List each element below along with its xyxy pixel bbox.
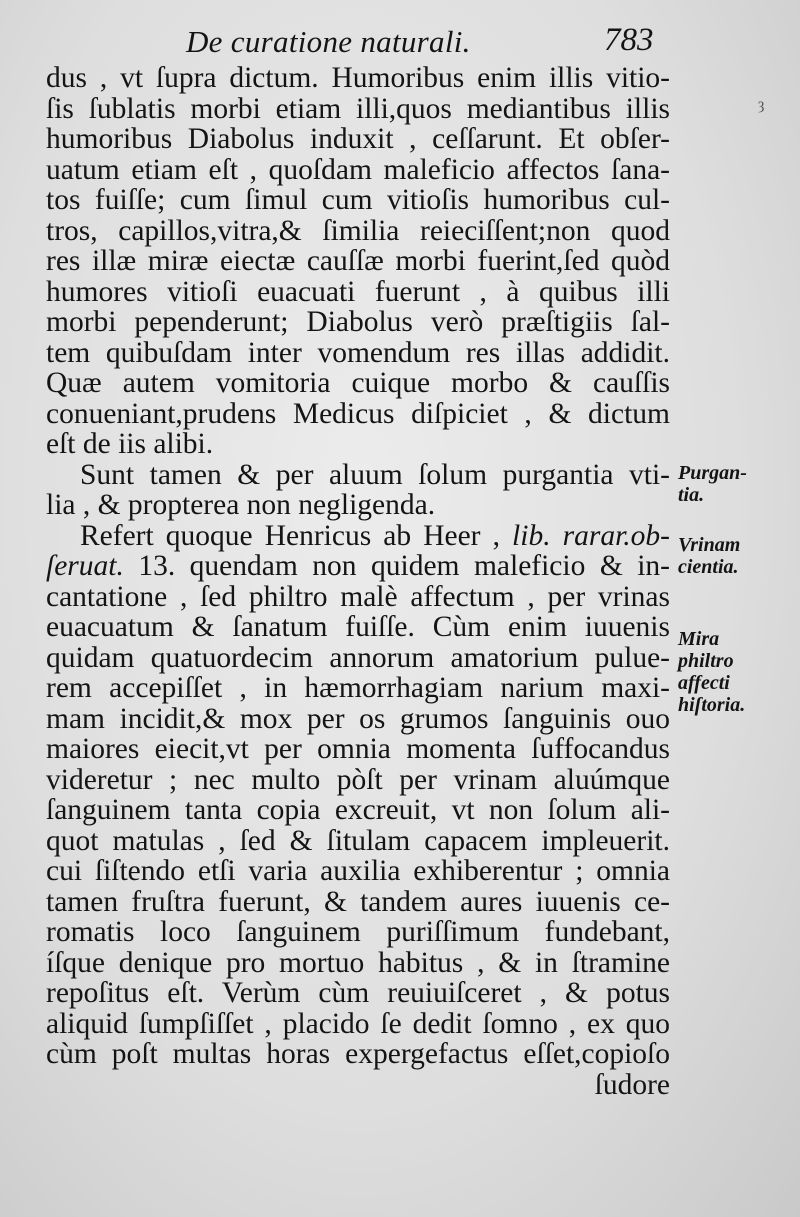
text-line: aliquid ſumpſiſſet , placido ſe dedit ſomno , ex quo	[46, 1007, 670, 1040]
text-line: quot matulas , ſed & ſitulam capacem impleuerit.	[46, 824, 670, 857]
text-line: íſque denique pro mortuo habitus , & in ſtramine	[46, 946, 670, 979]
text-line: humores vitioſi euacuati fuerunt , à quibus illi	[46, 275, 670, 308]
text-run: Refert quoque Henricus ab Heer ,	[80, 519, 500, 552]
text-line: tem quibuſdam inter vomendum res illas addidit.	[46, 336, 670, 369]
text-line: videretur ; nec multo pòſt per vrinam aluúmque	[46, 763, 670, 796]
text-line: Sunt tamen & per aluum ſolum purgantia vti-	[80, 458, 670, 491]
text-line: mam incidit,& mox per os grumos ſanguinis ouo	[46, 702, 670, 735]
text-line: tos fuiſſe; cum ſimul cum vitioſis humoribus cul-	[46, 184, 670, 216]
text-line: conueniant,prudens Medicus diſpiciet , & dictum	[46, 397, 670, 430]
text-line: cùm poſt multas horas expergefactus eſſet,copioſo	[46, 1038, 670, 1070]
text-line: tamen fruſtra fuerunt, & tandem aures iuuenis ce-	[46, 885, 670, 918]
text-line-mixed	[46, 521, 670, 552]
citation-italic: lib. rarar.ob-	[512, 519, 671, 552]
text-line: romatis loco ſanguinem puriſſimum fundebant,	[46, 916, 670, 948]
page-number: 783	[604, 22, 654, 58]
text-line: ſanguinem tanta copia excreuit, vt non ſolum ali-	[46, 794, 670, 826]
text-line: res illæ miræ eiectæ cauſſæ morbi fuerint,ſed quòd	[46, 245, 670, 277]
margin-note-historia	[678, 628, 745, 716]
text-line: Quæ autem vomitoria cuique morbo & cauſſis	[46, 367, 670, 399]
text-line: eſt de iis alibi.	[46, 428, 214, 460]
margin-note-text: Mira philtro affecti hiſtoria.	[678, 628, 746, 716]
text-line: morbi pependerunt; Diabolus verò præſtigiis ſal-	[46, 306, 670, 338]
margin-note-purgantia	[678, 462, 747, 506]
text-run: 13. quendam non quidem maleficio & in-	[138, 550, 671, 582]
text-line: repoſitus eſt. Verùm cùm reuiuiſceret , & potus	[46, 977, 670, 1009]
text-line: ſis ſublatis morbi etiam illi,quos mediantibus illis	[46, 92, 670, 125]
text-line: tros, capillos,vitra,& ſimilia reieciſſent;non quod	[46, 214, 670, 247]
text-line: cui ſiſtendo etſi varia auxilia exhiberentur ; omnia	[46, 855, 670, 887]
catchword: ſudore	[594, 1068, 670, 1101]
text-line: dus , vt ſupra dictum. Humoribus enim illis vitio-	[46, 62, 670, 94]
text-line: rem accepiſſet , in hæmorrhagiam narium maxi-	[46, 672, 670, 704]
text-line-mixed	[46, 551, 670, 582]
text-line: euacuatum & ſanatum fuiſſe. Cùm enim iuuenis	[46, 611, 670, 643]
text-line: lia , & propterea non negligenda.	[46, 489, 436, 521]
text-line: cantatione , ſed philtro malè affectum , per vrinas	[46, 580, 670, 613]
text-line: uatum etiam eſt , quoſdam maleficio affectos ſana-	[46, 153, 670, 186]
margin-note-text: Vrinam cientia.	[678, 534, 741, 578]
margin-note-vrinam	[678, 534, 740, 578]
margin-note-text: Purgan- tia.	[678, 462, 747, 506]
running-header: De curatione naturali.	[186, 24, 471, 59]
citation-italic: ſeruat.	[46, 550, 124, 582]
body-text	[46, 63, 670, 1100]
margin-mark: ȝ	[758, 96, 765, 113]
text-line: quidam quatuordecim annorum amatorium pulue-	[46, 641, 670, 674]
text-line: humoribus Diabolus induxit , ceſſarunt. Et obſer-	[46, 123, 670, 155]
text-line: maiores eiecit,vt per omnia momenta ſuffocandus	[46, 733, 670, 765]
